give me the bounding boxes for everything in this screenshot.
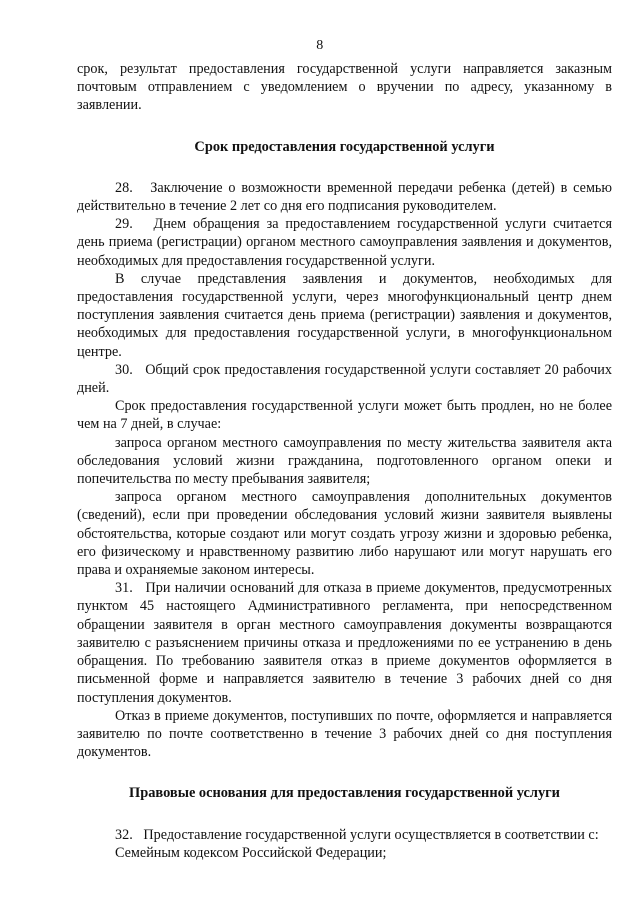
paragraph-32-family-code: Семейным кодексом Российской Федерации; [115, 844, 387, 861]
paragraph-30: 30. Общий срок предоставления государственной услуги составляет 20 рабочих дней. [77, 361, 612, 397]
paragraph-31-postal: Отказ в приеме документов, поступивших по почте, оформляется и направляется заявителю по почте соответственно в течение 3 рабочих дней со дня поступления документов. [77, 707, 612, 761]
paragraph-30-case-1: запроса органом местного самоуправления по месту жительства заявителя акта обследования условий жизни гражданина, подготовленного органом опеки и попечительства по месту пребывания заявителя; [77, 434, 612, 488]
page-number: 8 [316, 38, 324, 53]
heading-service-term: Срок предоставления государственной услуги [194, 138, 495, 155]
paragraph-30-case-2: запроса органом местного самоуправления дополнительных документов (сведений), если при проведении обследования условий жизни заявителя выявлены обстоятельства, которые создают или могут создать угрозу жизни и здоровью ребенка, его физическому и нравственному развитию либо нарушают или могут нарушать его права и охраняемые законом интересы. [77, 489, 612, 579]
heading-legal-basis: Правовые основания для предоставления государственной услуги [129, 785, 560, 802]
paragraph-28: 28. Заключение о возможности временной передачи ребенка (детей) в семью действительно в течение 2 лет со дня его подписания руководителем. [77, 179, 612, 215]
document-body [77, 60, 612, 862]
paragraph-31: 31. При наличии оснований для отказа в приеме документов, предусмотренных пунктом 45 настоящего Административного регламента, при непосредственном обращении заявителя в орган местного самоуправления документы возвращаются заявителю с разъяснением причины отказа и предложениями по ее устранению в день обращения. По требованию заявителя отказ в приеме документов оформляется в письменной форме и направляется заявителю в течение 3 рабочих дней со дня поступления документов. [77, 580, 612, 706]
paragraph-29-mfc: В случае представления заявления и документов, необходимых для предоставления государственной услуги, через многофункциональный центр днем поступления заявления считается день приема (регистрации) заявления и документов, необходимых для предоставления государственной услуги, в многофункциональном центре. [77, 270, 612, 360]
paragraph-32: 32. Предоставление государственной услуги осуществляется в соответствии с: [115, 826, 599, 843]
paragraph-30-extension: Срок предоставления государственной услуги может быть продлен, но не более чем на 7 дней, в случае: [77, 398, 612, 433]
paragraph-29: 29. Днем обращения за предоставлением государственной услуги считается день приема (регистрации) органом местного самоуправления заявления и документов, необходимых для предоставления государственной услуги. [77, 216, 612, 269]
paragraph-intro: срок, результат предоставления государственной услуги направляется заказным почтовым отправлением с уведомлением о вручении по адресу, указанному в заявлении. [77, 61, 612, 114]
